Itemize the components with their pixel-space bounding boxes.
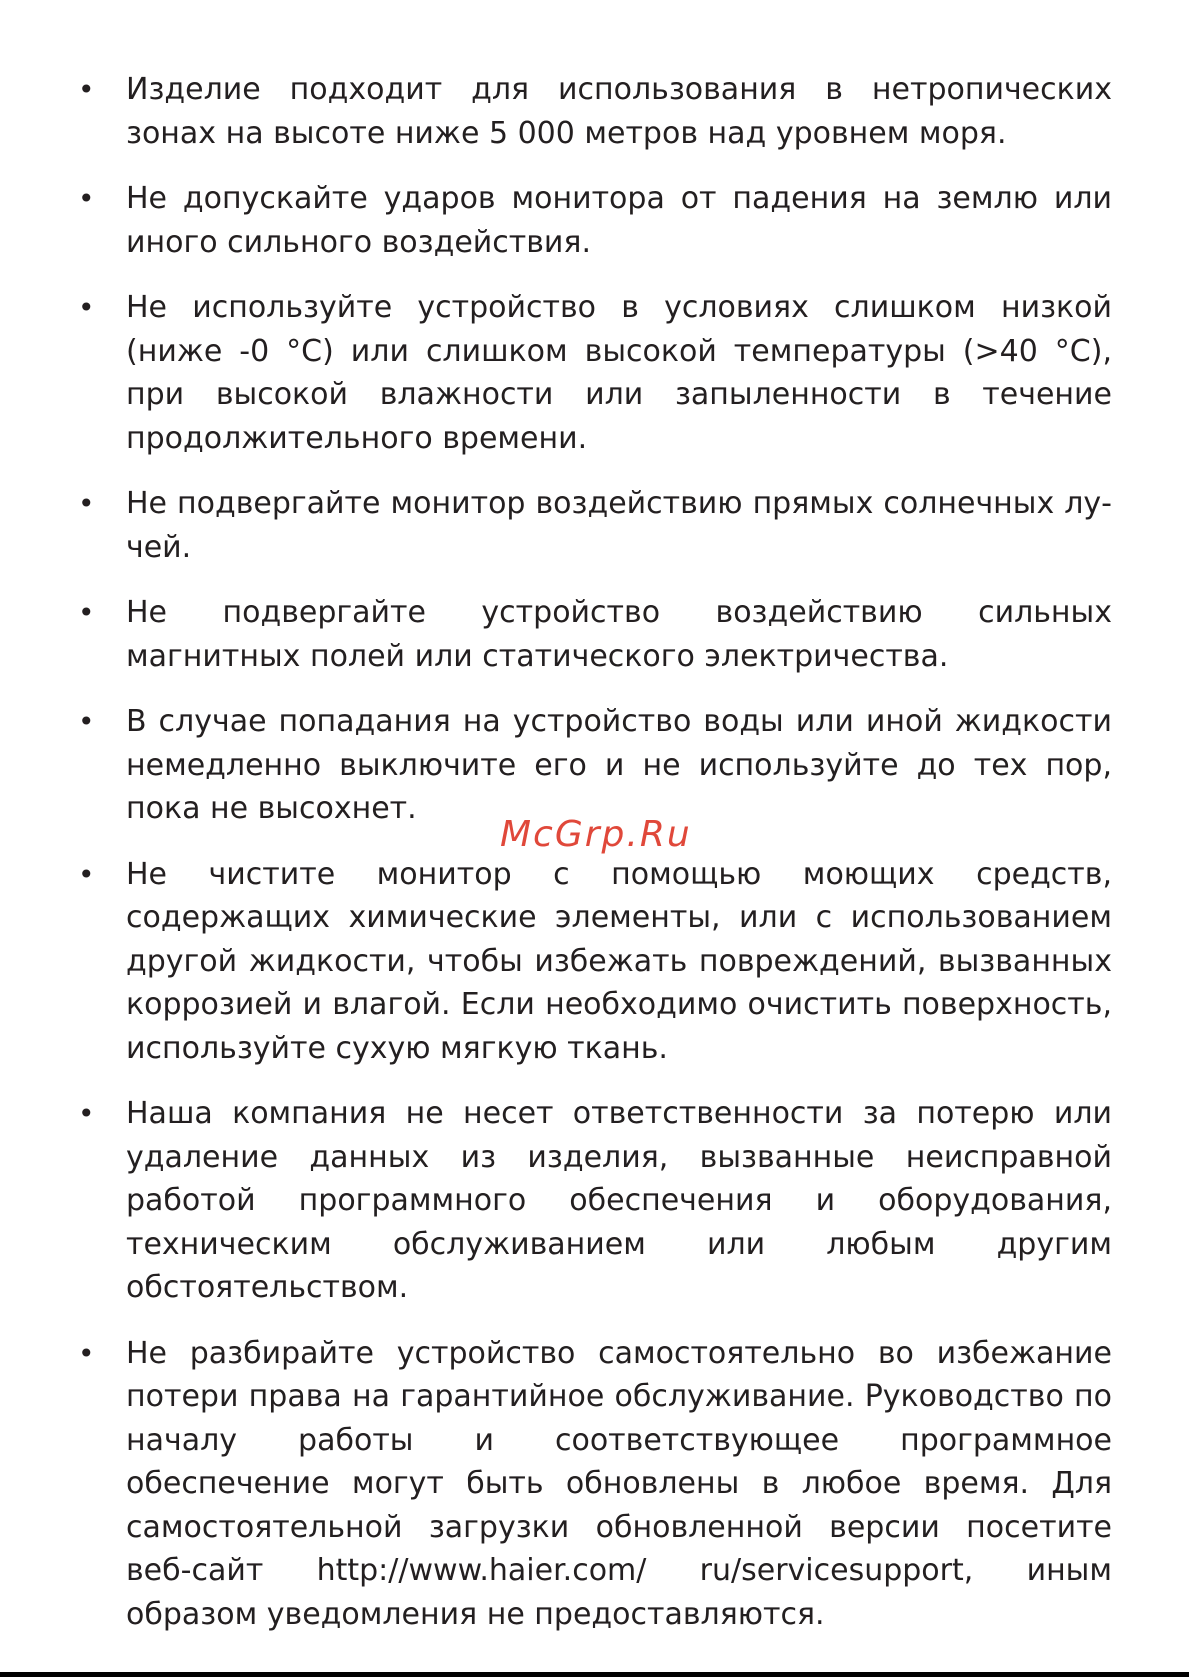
bullet-icon: • [78, 596, 95, 629]
list-item [78, 853, 1112, 1071]
list-item-text: Наша компания не несет ответственности за потерю или удаление данных из изделия, вызванные неисправной работой программного обеспечения и оборудования, техническим обслуживанием или любым другим обстоятельством. [126, 1096, 1112, 1305]
list-item-text: В случае попадания на устройство воды или иной жидкости немедленно выключите его и не используйте до тех пор, пока не высохнет. [126, 704, 1112, 826]
list-item-text: Не подвергайте монитор воздействию прямых солнечных лучей. [126, 486, 1112, 565]
list-item-text: Не подвергайте устройство воздействию сильных магнитных полей или статического электричества. [126, 595, 1112, 674]
list-item [78, 68, 1112, 155]
bullet-icon: • [78, 182, 95, 215]
list-item [78, 1092, 1112, 1310]
list-item-text: Не допускайте ударов монитора от падения на землю или иного сильного воздействия. [126, 181, 1112, 260]
list-item [78, 700, 1112, 831]
list-item [78, 1332, 1112, 1637]
bullet-icon: • [78, 291, 95, 324]
bullet-icon: • [78, 73, 95, 106]
bullet-icon: • [78, 487, 95, 520]
list-item [78, 177, 1112, 264]
list-item [78, 482, 1112, 569]
list-item [78, 286, 1112, 460]
list-item-text: Изделие подходит для использования в нетропических зонах на высоте ниже 5 000 метров над уровнем моря. [126, 72, 1112, 151]
bullet-icon: • [78, 705, 95, 738]
bullet-icon: • [78, 1097, 95, 1130]
safety-instructions-list [78, 68, 1112, 1658]
list-item-text: Не разбирайте устройство самостоятельно во избежание потери права на гарантийное обслуживание. Руководство по началу работы и соответствующее программное обеспечение могут быть обновлены в любое время. Для самостоятельной загрузки обновленной версии посетите веб-сайт http://www.haier.com/ ru/servicesupport, иным образом уведомления не предоставляются. [126, 1335, 1112, 1632]
list-item-text: Не используйте устройство в условиях слишком низкой (ниже -0 °C) или слишком высокой температуры (>40 °C), при высокой влажности или запыленности в течение продолжительного времени. [126, 290, 1112, 456]
bottom-divider [0, 1672, 1189, 1677]
watermark-text: McGrp.Ru [500, 814, 692, 855]
bullet-icon: • [78, 857, 95, 891]
list-item-text: Не чистите монитор с помощью моющих средств, содержащих химические элементы, или с использованием другой жидкости, чтобы избежать повреждений, вызванных коррозией и влагой. Если необходимо очистить поверхность, используйте сухую мягкую ткань. [126, 856, 1112, 1066]
bullet-icon: • [78, 1336, 95, 1370]
list-item [78, 591, 1112, 678]
